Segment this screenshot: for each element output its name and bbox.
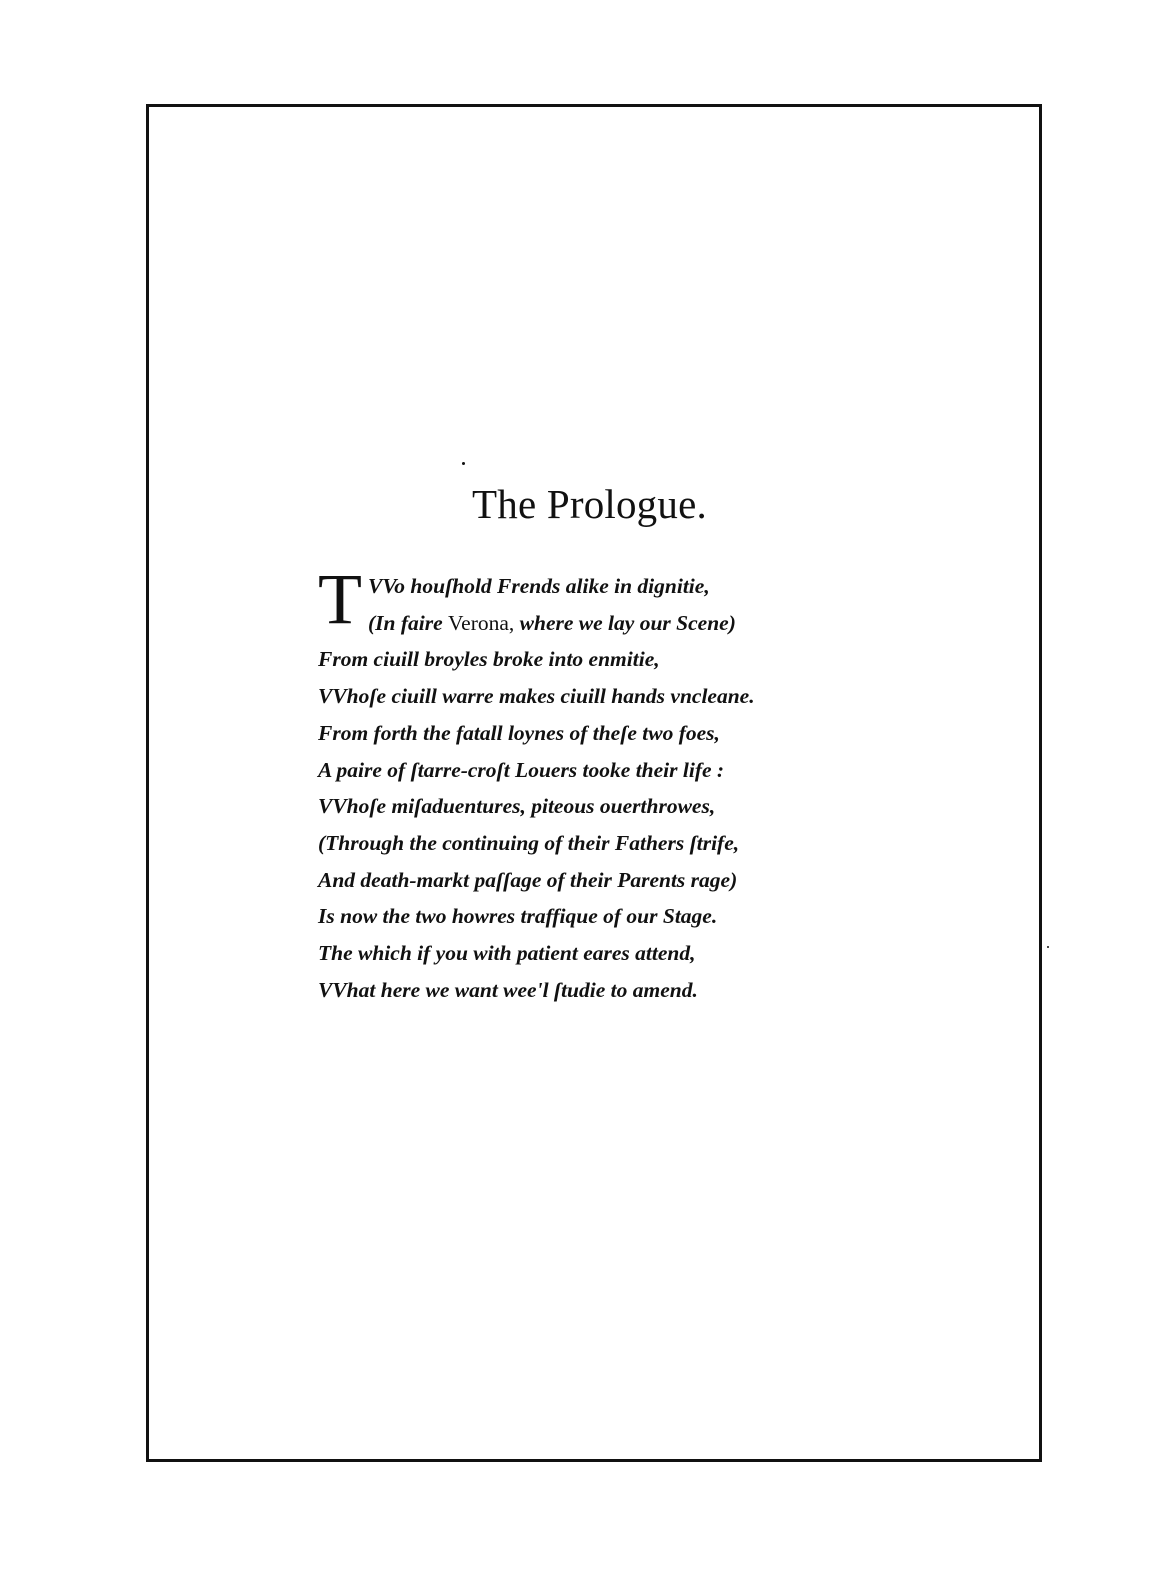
verse-line: A paire of ſtarre-croſt Louers tooke their life : bbox=[318, 757, 725, 782]
ink-speck bbox=[462, 462, 465, 465]
verse-line: VVhoſe ciuill warre makes ciuill hands vncleane. bbox=[318, 684, 755, 709]
drop-cap: T bbox=[318, 559, 362, 639]
verse-line: Is now the two howres traffique of our Stage. bbox=[318, 904, 718, 929]
prologue-verse bbox=[318, 559, 918, 1008]
verse-line: From forth the fatall loynes of theſe two foes, bbox=[318, 720, 720, 745]
verse-line: (Through the continuing of their Fathers ſtrife, bbox=[318, 830, 740, 855]
verse-line: VVhoſe miſaduentures, piteous ouerthrowes, bbox=[318, 794, 716, 819]
verse-line: The which if you with patient eares attend, bbox=[318, 941, 696, 966]
place-name: Verona, bbox=[448, 610, 515, 635]
verse-line bbox=[318, 605, 918, 642]
verse-fragment: where we lay our Scene) bbox=[514, 610, 736, 635]
verse-line: VVhat here we want wee'l ſtudie to amend. bbox=[318, 977, 698, 1002]
verse-line: And death-markt paſſage of their Parents rage) bbox=[318, 867, 738, 892]
ink-speck bbox=[1047, 946, 1049, 948]
verse-line: From ciuill broyles broke into enmitie, bbox=[318, 647, 660, 672]
verse-line: VVo houſhold Frends alike in dignitie, bbox=[368, 574, 710, 598]
page-title: The Prologue. bbox=[472, 481, 707, 527]
verse-fragment: (In faire bbox=[368, 610, 449, 635]
